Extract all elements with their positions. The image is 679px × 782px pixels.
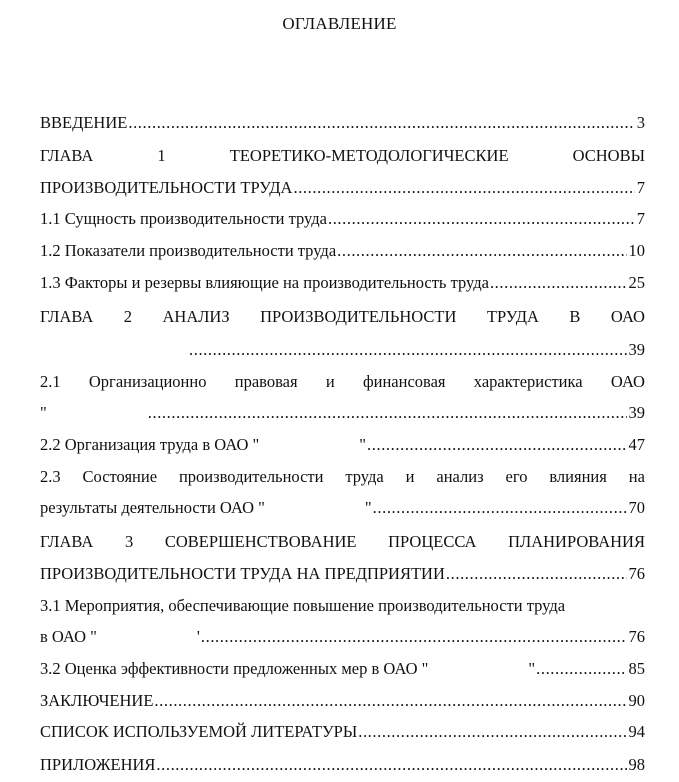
dot-leader: [358, 721, 626, 743]
toc-entry-3-1-line2[interactable]: [40, 626, 645, 648]
dot-leader: [367, 434, 626, 456]
toc-entry-ch2-line2[interactable]: [40, 339, 645, 361]
toc-page-number: 94: [628, 722, 645, 741]
dot-leader: [293, 177, 634, 199]
page-title: ОГЛАВЛЕНИЕ: [282, 14, 397, 33]
toc-entry-3-2[interactable]: [40, 658, 645, 680]
toc-word: 2.3: [40, 467, 61, 486]
toc-page-number: 98: [628, 755, 645, 774]
toc-entry-label: 3.1 Мероприятия, обеспечивающие повышение производительности труда: [40, 596, 566, 615]
toc-page-number: 25: [628, 273, 645, 292]
toc-entry-ch1-line1[interactable]: [40, 145, 645, 167]
toc-word: ОСНОВЫ: [572, 146, 645, 165]
toc-page-number: 85: [628, 659, 645, 678]
toc-entry-2-1-line1[interactable]: [40, 371, 645, 393]
toc-entry-conclusion[interactable]: [40, 690, 645, 712]
toc-entry-label: 1.3 Факторы и резервы влияющие на производительность труда: [40, 273, 489, 292]
toc-word: труда: [345, 467, 384, 486]
toc-word: 2: [123, 307, 133, 326]
toc-entry-label: СПИСОК ИСПОЛЬЗУЕМОЙ ЛИТЕРАТУРЫ: [40, 722, 358, 741]
toc-page-number: 90: [628, 691, 645, 710]
toc-word: ТЕОРЕТИКО-МЕТОДОЛОГИЧЕСКИЕ: [229, 146, 509, 165]
toc-entry-ch2-line1[interactable]: [40, 306, 645, 328]
toc-entry-label: ПРИЛОЖЕНИЯ: [40, 755, 156, 774]
toc-entry-ch1-line2[interactable]: [40, 177, 645, 199]
toc-word: и: [325, 372, 335, 391]
dot-leader: [154, 690, 626, 712]
dot-leader: [490, 272, 627, 294]
toc-word: ОАО: [610, 372, 645, 391]
toc-word: правовая: [234, 372, 298, 391]
dot-leader: [128, 112, 634, 134]
toc-entry-label: в ОАО ": [40, 627, 97, 646]
toc-page-number: 76: [628, 627, 645, 646]
toc-entry-ch3-line1[interactable]: [40, 531, 645, 553]
toc-entry-label: 2.2 Организация труда в ОАО ": [40, 435, 260, 454]
toc-word: ГЛАВА: [40, 146, 94, 165]
toc-entry-1-1[interactable]: [40, 208, 645, 230]
toc-word: АНАЛИЗ: [162, 307, 230, 326]
toc-word: 2.1: [40, 372, 61, 391]
toc-entry-label: результаты деятельности ОАО ": [40, 498, 265, 517]
dot-leader: [201, 626, 627, 648]
toc-word: анализ: [436, 467, 484, 486]
toc-word: финансовая: [362, 372, 446, 391]
toc-page-number: 76: [628, 564, 645, 583]
toc-word: характеристика: [473, 372, 583, 391]
toc-entry-ch3-line2[interactable]: [40, 563, 645, 585]
toc-word: ГЛАВА: [40, 532, 94, 551]
toc-word: В: [569, 307, 581, 326]
toc-entry-3-1-line1[interactable]: [40, 595, 645, 617]
dot-leader: [148, 402, 627, 424]
toc-page-number: 7: [636, 209, 645, 228]
toc-entry-1-2[interactable]: [40, 240, 645, 262]
dot-leader: [337, 240, 626, 262]
toc-entry-label: ЗАКЛЮЧЕНИЕ: [40, 691, 154, 710]
toc-word: ПРОИЗВОДИТЕЛЬНОСТИ: [260, 307, 457, 326]
toc-entry-appendix[interactable]: [40, 754, 645, 776]
toc-entry-quote: ": [359, 435, 367, 454]
toc-word: и: [405, 467, 415, 486]
toc-entry-references[interactable]: [40, 721, 645, 743]
toc-entry-intro[interactable]: [40, 112, 645, 134]
toc-entry-2-3-line2[interactable]: [40, 497, 645, 519]
toc-page-number: 70: [628, 498, 645, 517]
dot-leader: [536, 658, 626, 680]
toc-entry-2-1-line2[interactable]: [40, 402, 645, 424]
dot-leader: [373, 497, 627, 519]
dot-leader: [156, 754, 626, 776]
toc-word: ТРУДА: [486, 307, 539, 326]
toc-page-number: 39: [628, 340, 645, 359]
dot-leader: [189, 339, 627, 361]
toc-word: Состояние: [82, 467, 158, 486]
toc-word: влияния: [549, 467, 607, 486]
toc-word: 3: [124, 532, 134, 551]
toc-entry-label: ПРОИЗВОДИТЕЛЬНОСТИ ТРУДА: [40, 178, 293, 197]
dot-leader: [328, 208, 635, 230]
toc-word: ПРОЦЕССА: [388, 532, 477, 551]
toc-word: его: [505, 467, 528, 486]
toc-word: Организационно: [88, 372, 207, 391]
toc-entry-label: 1.2 Показатели производительности труда: [40, 241, 337, 260]
toc-word: ГЛАВА: [40, 307, 94, 326]
toc-word: 1: [157, 146, 166, 165]
toc-page-number: 47: [628, 435, 645, 454]
dot-leader: [446, 563, 627, 585]
toc-entry-label: ": [40, 403, 47, 422]
toc-entry-label: 1.1 Сущность производительности труда: [40, 209, 327, 228]
toc-entry-2-3-line1[interactable]: [40, 466, 645, 488]
toc-entry-label: 3.2 Оценка эффективности предложенных мер в ОАО ": [40, 659, 429, 678]
toc-page-number: 7: [636, 178, 645, 197]
toc-page-number: 39: [628, 403, 645, 422]
toc-word: СОВЕРШЕНСТВОВАНИЕ: [164, 532, 357, 551]
toc-word: ОАО: [610, 307, 645, 326]
toc-page-number: 3: [636, 113, 645, 132]
toc-entry-label: ВВЕДЕНИЕ: [40, 113, 128, 132]
toc-entry-quote: ': [196, 627, 200, 646]
toc-entry-label: ПРОИЗВОДИТЕЛЬНОСТИ ТРУДА НА ПРЕДПРИЯТИИ: [40, 564, 445, 583]
toc-entry-2-2[interactable]: [40, 434, 645, 456]
toc-entry-1-3[interactable]: [40, 272, 645, 294]
toc-entry-quote: ": [364, 498, 372, 517]
toc-entry-quote: ": [528, 659, 536, 678]
toc-word: на: [628, 467, 645, 486]
toc-word: ПЛАНИРОВАНИЯ: [508, 532, 645, 551]
toc-word: производительности: [178, 467, 324, 486]
toc-page-number: 10: [628, 241, 645, 260]
